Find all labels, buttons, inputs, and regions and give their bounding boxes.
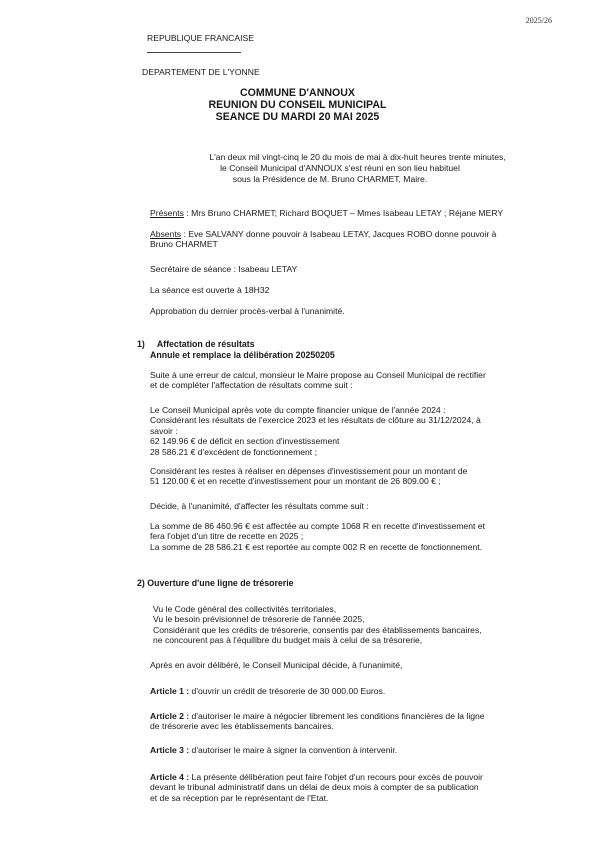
section-1-paragraph-2 [150,405,560,457]
section-1-title: Affectation de résultats [156,339,255,349]
text-line: Considérant les restes à réaliser en dépenses d'investissement pour un montant de [150,466,468,476]
text-line: La somme de 86 460.96 € est affectée au compte 1068 R en recette d'investissement et [150,521,485,531]
commune-title: COMMUNE D'ANNOUX [240,87,355,99]
section-1-decision: Décide, à l'unanimité, d'affecter les résultats comme suit : [150,501,369,511]
section-1-paragraph-1 [150,370,560,391]
article-2-text-1: d'autoriser le maire à négocier librement les conditions financières de la ligne [189,711,485,721]
section-2-heading: 2) Ouverture d'une ligne de trésorerie [137,578,294,588]
text-line: Vu le besoin prévisionnel de trésorerie de l'année 2025, [153,614,365,625]
opening-line: La séance est ouverte à 18H32 [150,285,270,295]
secretary-line: Secrétaire de séance : Isabeau LETAY [150,264,298,274]
text-line: 51 120.00 € et en recette d'investissement pour un montant de 26 809.00 € ; [150,476,441,487]
article-1-text: d'ouvrir un crédit de trésorerie de 30 000.00 Euros. [189,686,386,696]
header-divider [147,52,241,53]
section-1-number: 1) [137,339,145,349]
intro-line-2: le Conseil Municipal d'ANNOUX s'est réuni en son lieu habituel [220,163,460,173]
article-3-text: d'autoriser le maire à signer la convention à intervenir. [189,745,398,755]
approval-line: Approbation du dernier procès-verbal à l'unanimité. [150,306,345,316]
article-2-text-2: de trésorerie avec les établissements bancaires. [150,721,334,732]
text-line: Considérant que les crédits de trésorerie, consentis par des établissements bancaires, [153,624,482,635]
section-1-paragraph-5 [150,521,560,552]
absents-paragraph [150,229,560,250]
article-2-label: Article 2 : [150,711,190,721]
text-line: Le Conseil Municipal après vote du compte financier unique de l'année 2024 : [150,405,446,415]
article-1 [150,686,560,696]
department-label: DEPARTEMENT DE L'YONNE [142,67,260,77]
section-2-paragraph-1 [153,604,563,646]
article-4-text-1: La présente délibération peut faire l'objet d'un recours pour excès de pouvoir [189,772,483,782]
text-line: 28 586.21 € d'excédent de fonctionnement ; [150,446,317,457]
article-4-text-3: et de sa réception par le représentant de l'Etat. [150,792,329,803]
article-2 [150,711,560,732]
text-line: Considérant les résultats de l'exercice 2023 et les résultats de clôture au 31/12/2024, à [150,415,481,426]
article-1-label: Article 1 : [150,686,190,696]
section-1-heading [137,339,255,349]
absents-text-2: Bruno CHARMET [150,239,218,250]
presents-text: : Mrs Bruno CHARMET; Richard BOQUET – Mmes Isabeau LETAY ; Réjane MERY [183,208,504,218]
text-line: Suite à une erreur de calcul, monsieur le Maire propose au Conseil Municipal de rectifier [150,370,486,380]
presents-label: Présents [150,208,184,218]
article-3-label: Article 3 : [150,745,190,755]
absents-label: Absents [150,229,182,239]
article-4-label: Article 4 : [150,772,190,782]
absents-text-1: : Eve SALVANY donne pouvoir à Isabeau LETAY, Jacques ROBO donne pouvoir à [181,229,497,239]
section-1-paragraph-3 [150,466,560,487]
text-line: savoir : [150,425,178,436]
article-4 [150,772,560,803]
section-1-subtitle: Annule et remplace la délibération 20250205 [150,350,335,360]
intro-line-3: sous la Présidence de M. Bruno CHARMET, Maire. [232,174,428,184]
session-date-title: SEANCE DU MARDI 20 MAI 2025 [215,111,380,123]
text-line: La somme de 28 586.21 € est reportée au compte 002 R en recette de fonctionnement. [150,541,483,552]
article-4-text-2: devant le tribunal administratif dans un délai de deux mois à compter de sa publication [150,782,479,793]
meeting-title: REUNION DU CONSEIL MUNICIPAL [208,99,387,111]
article-3 [150,745,560,755]
text-line: Vu le Code général des collectivités territoriales, [153,604,337,614]
text-line: ne concourent pas à l'équilibre du budget mais à celui de sa trésorerie, [153,635,423,646]
text-line: fera l'objet d'un titre de recette en 2025 ; [150,531,304,542]
intro-line-1: L'an deux mil vingt-cinq le 20 du mois de mai à dix-huit heures trente minutes, [209,152,506,162]
section-2-decision: Après en avoir délibéré, le Conseil Municipal décide, à l'unanimité, [150,660,403,670]
presents-paragraph [150,208,560,218]
text-line: 62 149.96 € de déficit en section d'investissement [150,436,340,447]
page-number: 2025/26 [525,16,552,25]
republic-label: REPUBLIQUE FRANCAISE [147,33,254,43]
text-line: et de compléter l'affectation de résultats comme suit : [150,380,353,391]
